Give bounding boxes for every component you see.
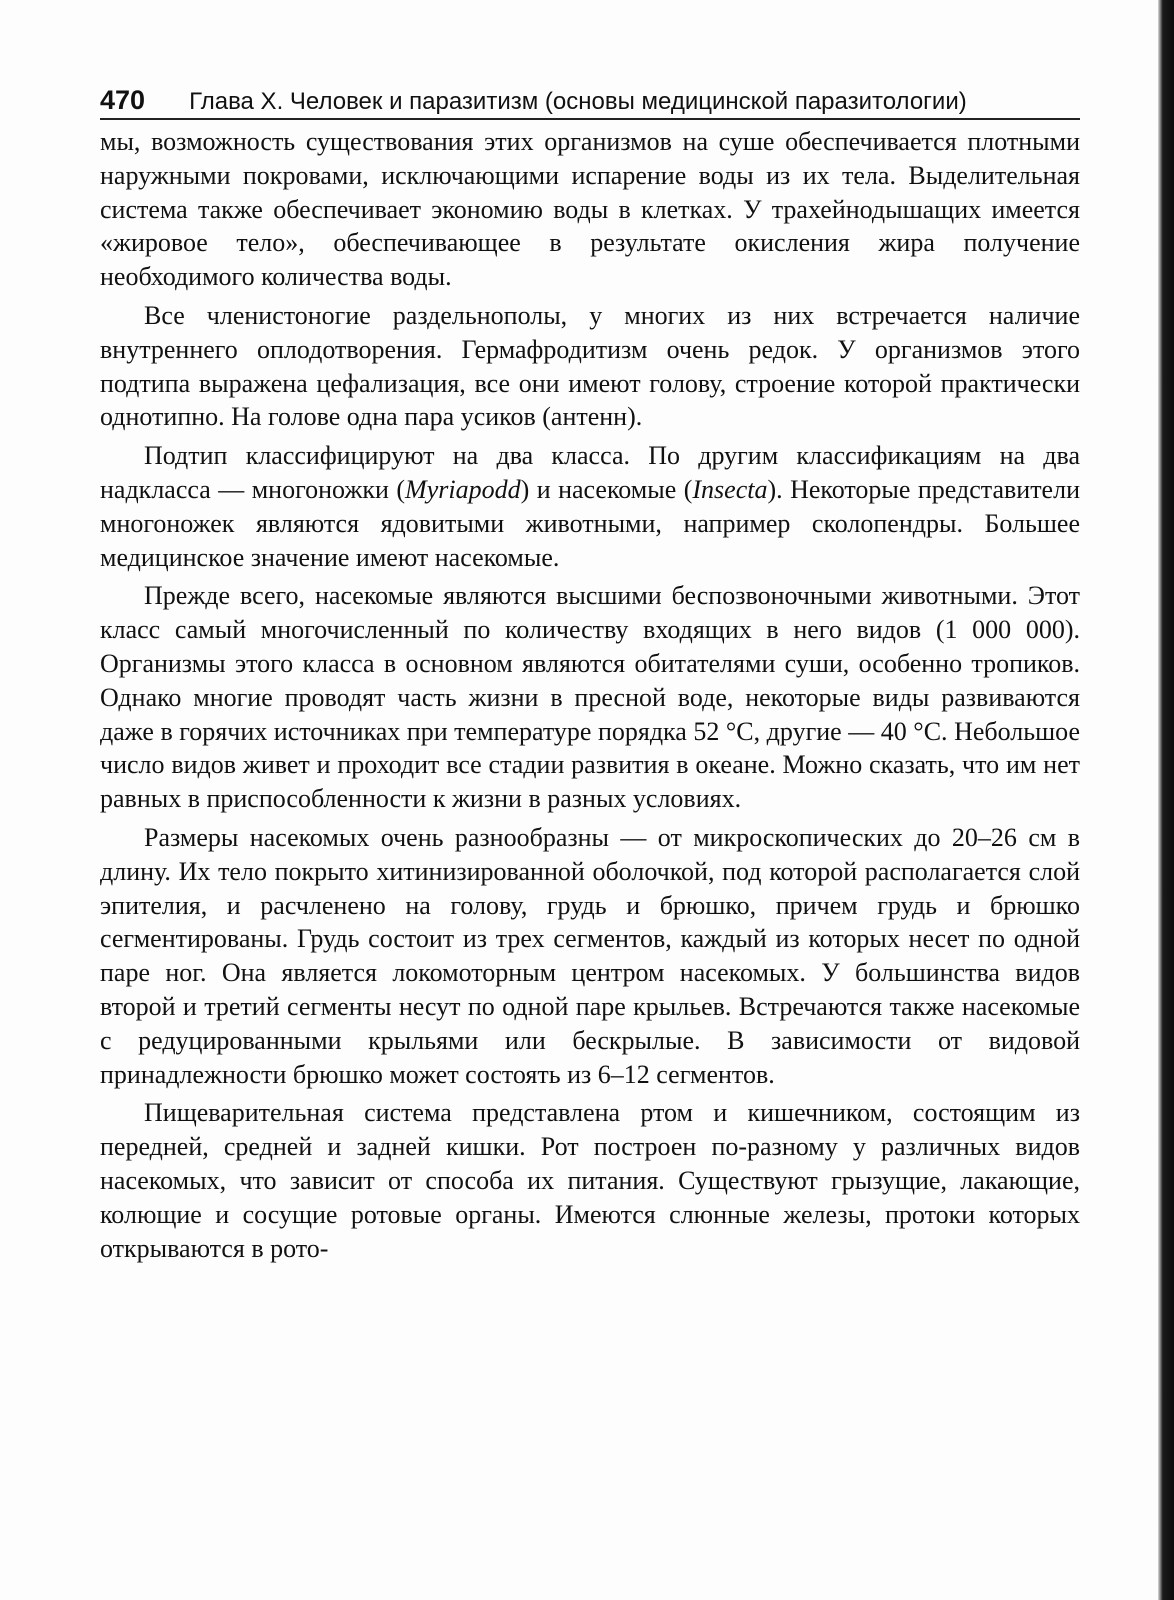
latin-term: Myriapodd <box>405 474 521 504</box>
paragraph: Подтип классифицируют на два класса. По другим классификациям на два надкласса — многоножки (Myriapodd) и насекомые (Insecta). Некоторые представители многоножек являются ядовитыми животными, например сколопендры. Большее медицинское значение имеют насекомые. <box>100 441 1080 572</box>
latin-term: Insecta <box>692 474 768 504</box>
running-title: Глава X. Человек и паразитизм (основы медицинской паразитологии) <box>189 88 967 115</box>
paragraph: мы, возможность существования этих организмов на суше обеспечивается плотными наружными покровами, исключающими испарение воды из их тела. Выделительная система также обеспечивает экономию воды в клетках. У трахейнодышащих имеется «жировое тело», обеспечивающее в результате окисления жира получение необходимого количества воды. <box>100 127 1080 292</box>
running-header <box>100 80 1080 120</box>
page-body <box>100 125 1080 1265</box>
paragraph: Все членистоногие раздельнополы, у многих из них встречается наличие внутреннего оплодотворения. Гермафродитизм очень редок. У организмов этого подтипа выражена цефализация, все они имеют голову, строение которой практически однотипно. На голове одна пара усиков (антенн). <box>100 300 1080 432</box>
paragraph: Пищеварительная система представлена ртом и кишечником, состоящим из передней, средней и задней кишки. Рот построен по-разному у различных видов насекомых, что зависит от способа их питания. Существуют грызущие, лакающие, колющие и сосущие ротовые органы. Имеются слюнные железы, протоки которых открываются в рото- <box>100 1098 1080 1263</box>
scan-binding-edge <box>1158 0 1174 1600</box>
page-number: 470 <box>100 85 146 115</box>
paragraph: Размеры насекомых очень разнообразны — от микроскопических до 20–26 см в длину. Их тело покрыто хитинизированной оболочкой, под которой располагается слой эпителия, и расчленено на голову, грудь и брюшко, причем грудь и брюшко сегментированы. Грудь состоит из трех сегментов, каждый из которых несет по одной паре ног. Она является локомоторным центром насекомых. У большинства видов второй и третий сегменты несут по одной паре крыльев. Встречаются также насекомые с редуцированными крыльями или бескрылые. В зависимости от видовой принадлежности брюшко может состоять из 6–12 сегментов. <box>100 822 1080 1089</box>
paragraph: Прежде всего, насекомые являются высшими беспозвоночными животными. Этот класс самый многочисленный по количеству входящих в него видов (1 000 000). Организмы этого класса в основном являются обитателями суши, особенно тропиков. Однако многие проводят часть жизни в пресной воде, некоторые виды развиваются даже в горячих источниках при температуре порядка 52 °С, другие — 40 °С. Небольшое число видов живет и проходит все стадии развития в океане. Можно сказать, что им нет равных в приспособленности к жизни в разных условиях. <box>100 581 1080 814</box>
